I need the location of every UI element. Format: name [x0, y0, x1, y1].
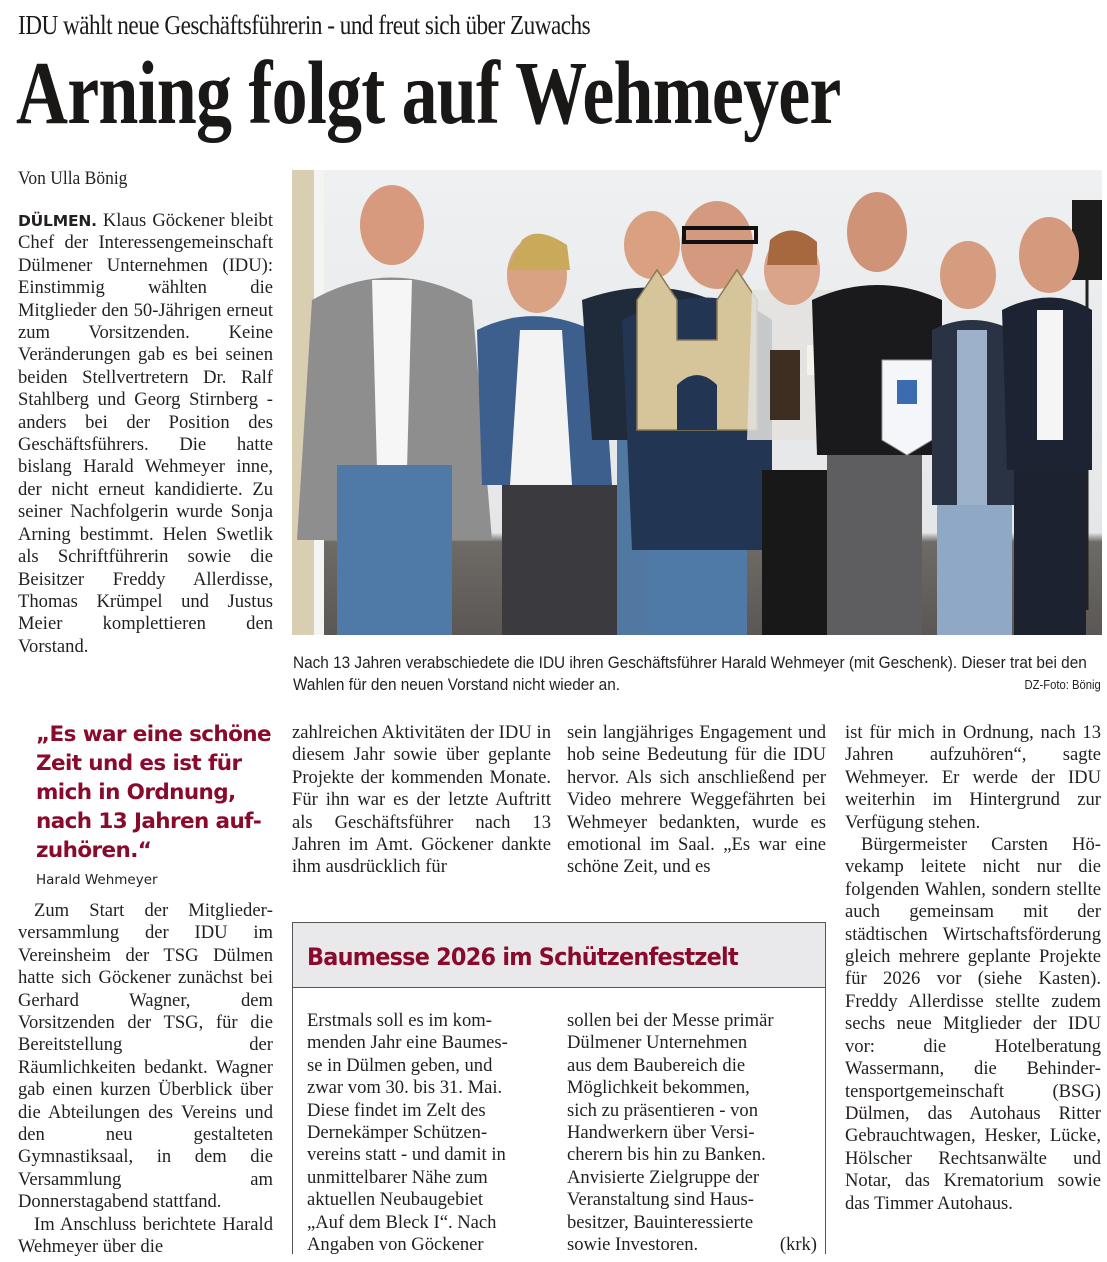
- photo-caption: Nach 13 Jahren verabschiedete die IDU ihren Geschäftsführer Harald Wehmeyer (mit Geschenk). Dieser trat bei den Wahlen für den neuen Vorstand nicht wieder an.: [293, 654, 1087, 694]
- info-box-line: Anvisierte Zielgruppe der: [567, 1166, 760, 1188]
- info-box-line: „Auf dem Bleck I“. Nach: [307, 1211, 497, 1233]
- info-box-line: cherern bis hin zu Banken.: [567, 1144, 766, 1166]
- info-box-title: Baumesse 2026 im Schützenfestzelt: [307, 943, 738, 971]
- info-box-line-last: [567, 1234, 817, 1256]
- body-paragraph: Im Anschluss berichtete Harald Wehmeyer über die: [18, 1213, 273, 1258]
- info-box-line: vereins statt - und damit in: [307, 1144, 506, 1166]
- body-paragraph: Bürgermeister Carsten Hövekamp leitete nicht nur die folgenden Wahlen, sondern stellte auch gemeinsam mit der städtischen Wirtschaftsförderung gleich mehrere geplante Projekte für 2026 vor (siehe Kasten). Freddy Allerdisse stellte zudem sechs neue Mitglieder der IDU vor: die Hotelberatung Wassermann, die Behindertensportgemeinschaft (BSG) Dülmen, das Autohaus Ritter Gebrauchtwagen, Hesker, Lücke, Hölscher Rechtsanwälte und Notar, das Krematorium sowie das Timmer Autohaus.: [845, 834, 1101, 1214]
- info-box-line: Angaben von Göckener: [307, 1234, 484, 1256]
- body-column-1: [18, 900, 273, 1259]
- info-box-line: Veranstaltung sind Haus-: [567, 1189, 754, 1211]
- article-photo: [292, 170, 1102, 635]
- body-paragraph: Zum Start der Mitgliederversammlung der IDU im Vereinsheim der TSG Dülmen hatte sich Göckener zunächst bei Gerhard Wagner, dem Vorsitzenden der TSG, für die Bereitstellung der Räumlichkeiten bedankt. Wagner gab einen kurzen Überblick über die Abteilungen des Vereins und den neu gestalteten Gymnastiksaal, in dem die Versammlung am Donnerstagabend stattfand.: [18, 900, 273, 1213]
- pull-quote: „Es war eine schöne Zeit und es ist für mich in Ordnung, nach 13 Jahren aufzuhören.“: [36, 722, 271, 863]
- article-kicker: IDU wählt neue Geschäftsführerin - und freut sich über Zuwachs: [18, 10, 591, 40]
- info-box-line: Diese findet im Zelt des: [307, 1099, 486, 1121]
- info-box-line: Dülmener Unternehmen: [567, 1032, 748, 1054]
- info-box-line: se in Dülmen geben, und: [307, 1054, 493, 1076]
- info-box-line: besitzer, Bauinteressierte: [567, 1211, 754, 1233]
- info-box-line: sowie Investoren.: [567, 1234, 699, 1256]
- body-column-4: [845, 722, 1101, 1215]
- info-box-line: sollen bei der Messe primär: [567, 1010, 774, 1031]
- dateline: DÜLMEN.: [18, 212, 97, 230]
- photo-credit: DZ-Foto: Bönig: [1024, 678, 1101, 692]
- author-tag: (krk): [779, 1234, 817, 1256]
- info-box-line: sich zu präsentieren - von: [567, 1099, 759, 1121]
- info-box-line: Handwerkern über Versi-: [567, 1122, 755, 1144]
- info-box-header: [293, 922, 825, 988]
- info-box-line: Erstmals soll es im kom-: [307, 1010, 492, 1031]
- info-box: [292, 922, 826, 1254]
- body-paragraph: zahlreichen Aktivitäten der IDU in diesem Jahr sowie über geplante Projekte der kommenden Monate. Für ihn war es der letzte Auftritt als Geschäftsführer nach 13 Jahren im Amt. Göckener dankte ihm ausdrücklich für: [292, 722, 551, 878]
- body-paragraph: sein langjähriges Engagement und hob seine Bedeutung für die IDU hervor. Als sich anschließend per Video mehrere Weggefährten bei Wehmeyer bedankten, wurde es emotional im Saal. „Es war eine schöne Zeit, und es: [567, 722, 826, 878]
- info-box-line: unmittelbarer Nähe zum: [307, 1166, 488, 1188]
- article-headline: Arning folgt auf Wehmeyer: [16, 44, 841, 143]
- info-box-line: zwar vom 30. bis 31. Mai.: [307, 1077, 503, 1099]
- pull-quote-author: Harald Wehmeyer: [36, 872, 158, 888]
- info-box-line: aktuellen Neubaugebiet: [307, 1189, 484, 1211]
- info-box-line: menden Jahr eine Baumes-: [307, 1032, 508, 1054]
- body-paragraph: ist für mich in Ordnung, nach 13 Jahren aufzuhören“, sagte Wehmeyer. Er werde der IDU weiterhin im Hintergrund zur Verfügung stehen.: [845, 722, 1101, 833]
- info-box-column-a: [307, 1010, 557, 1256]
- group-photo-image: [292, 170, 1102, 635]
- lead-text: Klaus Göckener bleibt Chef der Interessengemeinschaft Dülmener Unternehmen (IDU): Einstimmig wählten die Mitglieder den 50-Jährigen erneut zum Vorsitzenden. Keine Veränderungen gab es bei seinen beiden Stellvertretern Dr. Ralf Stahlberg und Georg Stirnberg - anders bei der Position des Geschäftsführers. Die hatte bislang Harald Wehmeyer inne, der nicht erneut kandidierte. Zu seiner Nachfolgerin wurde Sonja Arning bestimmt. Helen Swetlik als Schriftführerin sowie die Beisitzer Freddy Allerdisse, Thomas Krümpel und Justus Meier komplettieren den Vorstand.: [18, 210, 273, 657]
- article-byline: Von Ulla Bönig: [18, 168, 128, 189]
- body-column-3: [567, 722, 826, 879]
- info-box-line: Dernekämper Schützen-: [307, 1122, 488, 1144]
- body-column-2: [292, 722, 551, 879]
- info-box-line: Möglichkeit bekommen,: [567, 1077, 750, 1099]
- info-box-line: aus dem Baubereich die: [567, 1054, 746, 1076]
- info-box-column-b: [567, 1010, 817, 1256]
- lead-paragraph: [18, 210, 273, 658]
